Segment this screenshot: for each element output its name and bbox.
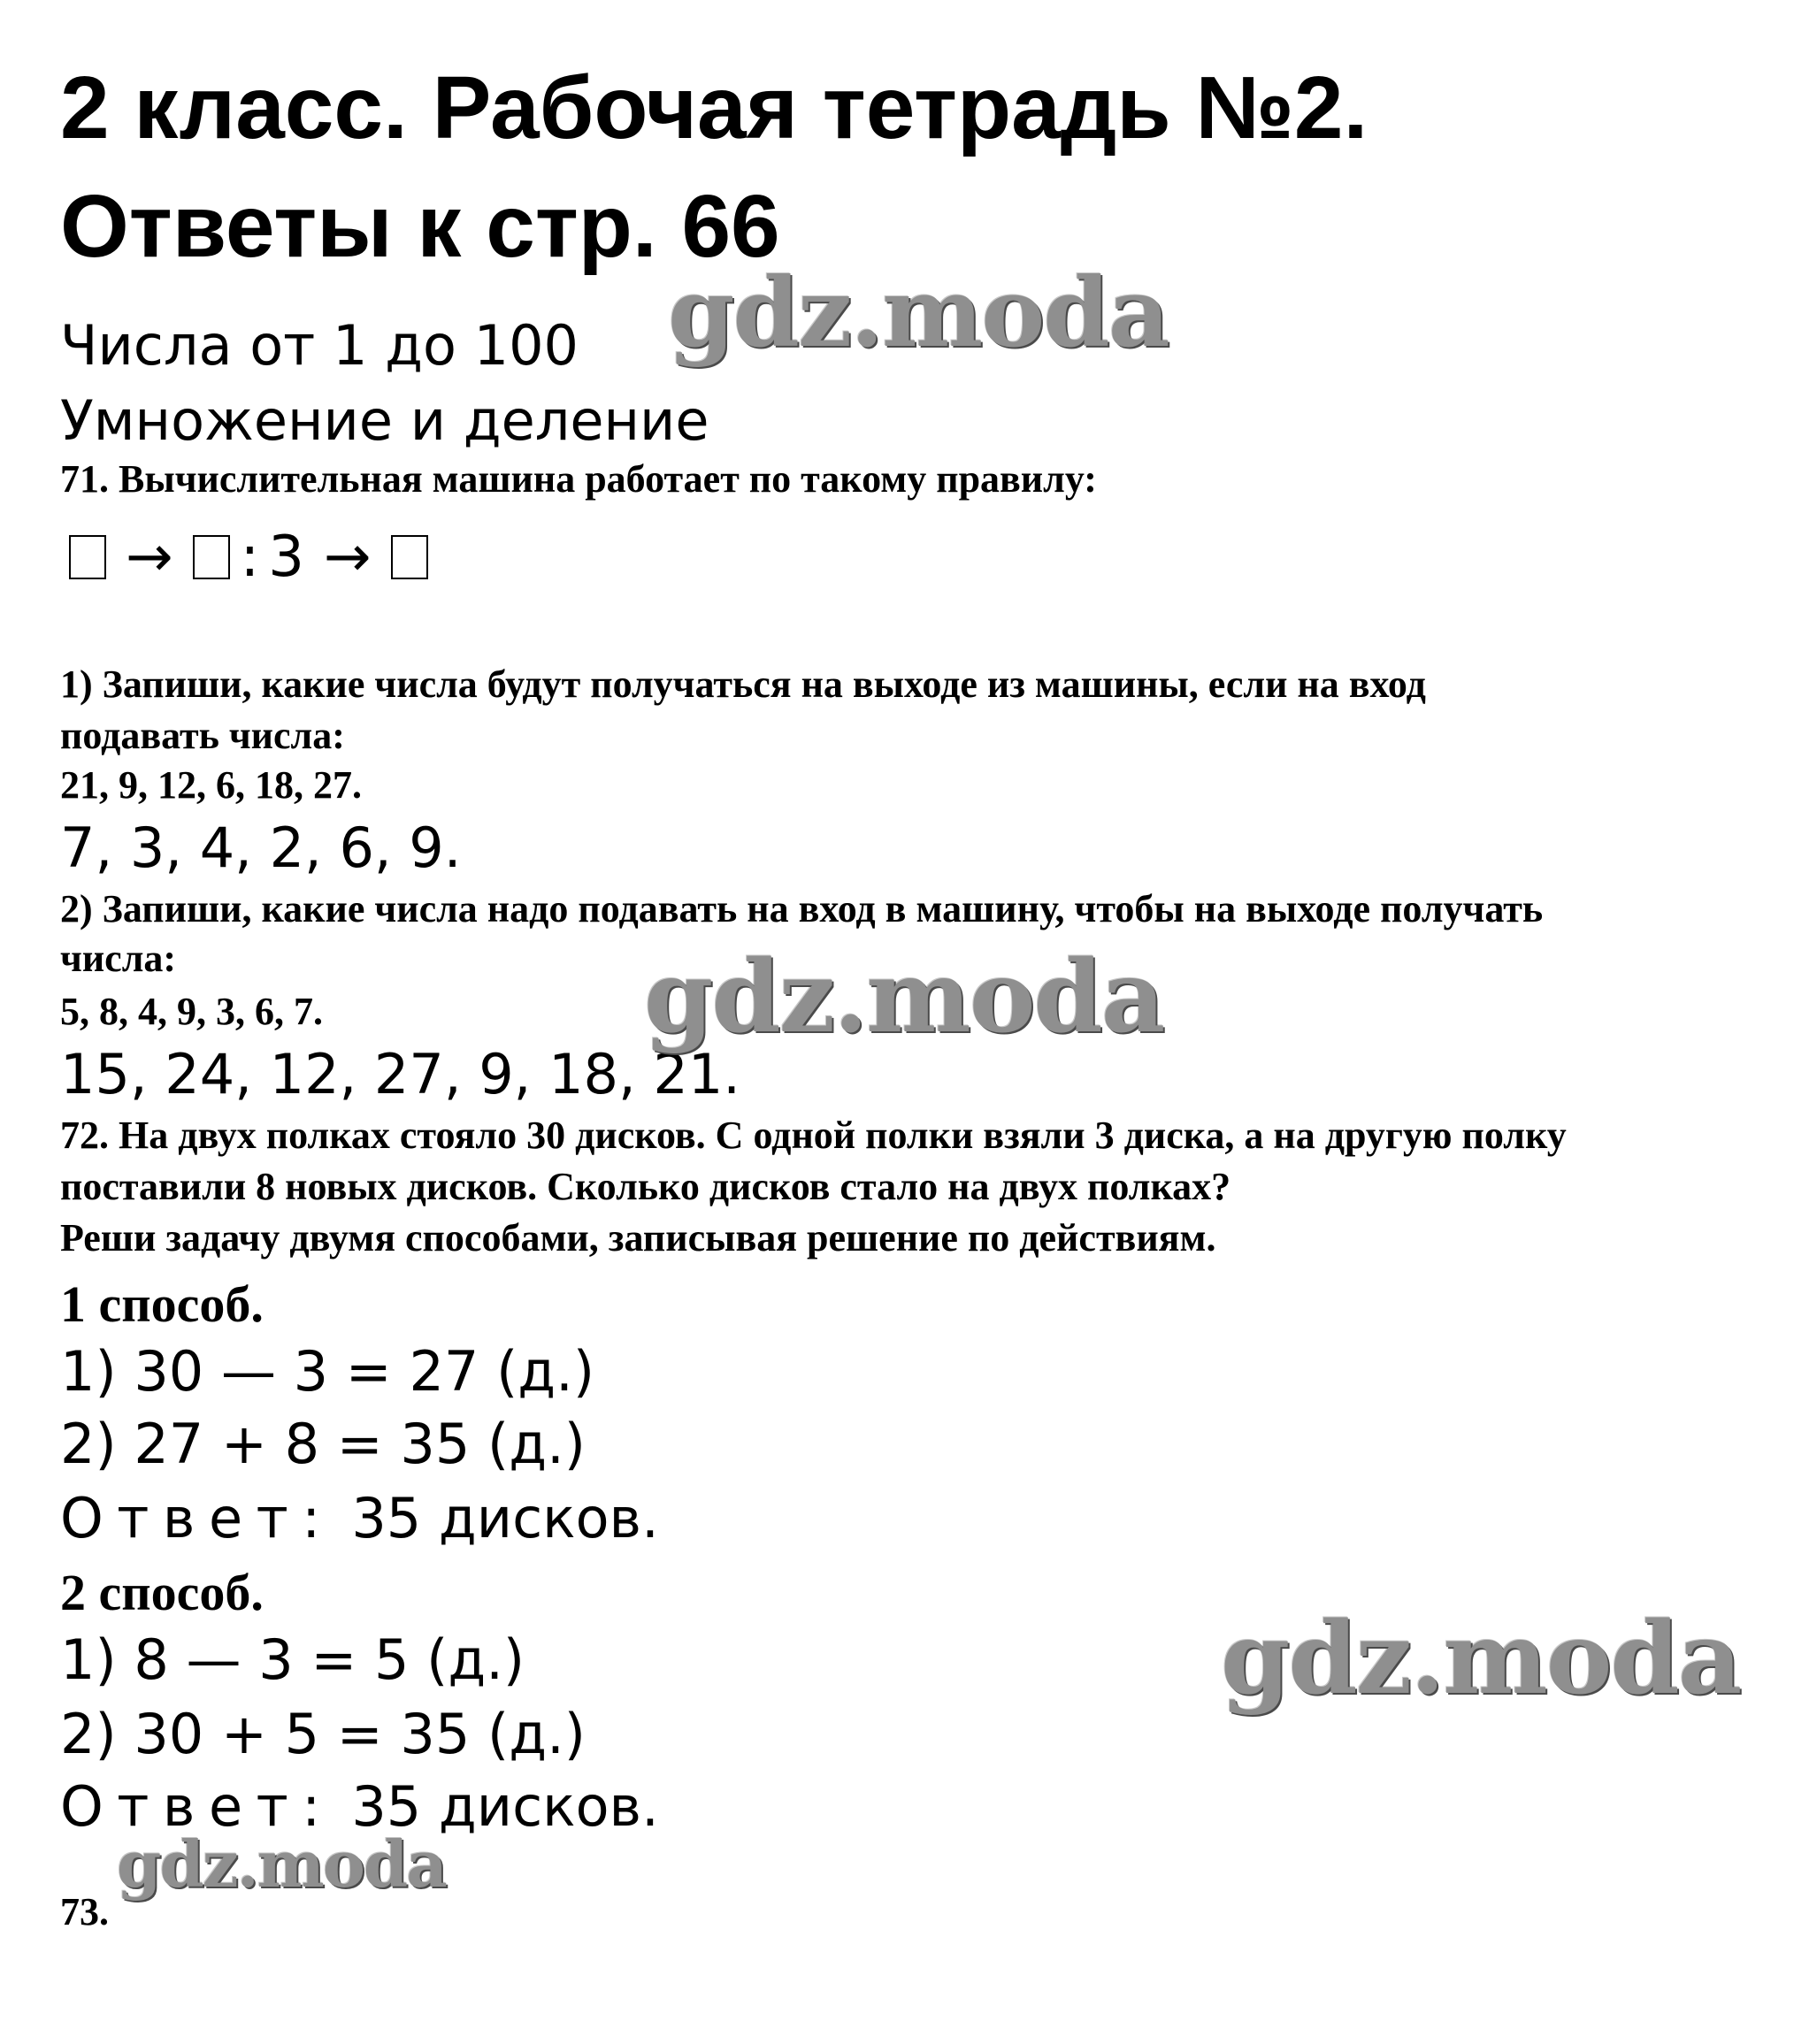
answer-word: Ответ: bbox=[60, 1486, 334, 1550]
method-2-label: 2 способ. bbox=[60, 1564, 264, 1621]
answer-word: Ответ: bbox=[60, 1774, 334, 1839]
output-box bbox=[391, 535, 428, 579]
divisor: 3 bbox=[268, 524, 304, 590]
answer-value: 35 дисков. bbox=[334, 1774, 659, 1839]
section-subtitle: Умножение и деление bbox=[60, 388, 709, 453]
task-72-line-1: 72. На двух полках стояло 30 дисков. С одной полки взяли 3 диска, а на другую полку bbox=[60, 1114, 1567, 1157]
page-title-line-1: 2 класс. Рабочая тетрадь №2. bbox=[60, 58, 1368, 157]
method-2-step-2: 2) 30 + 5 = 35 (д.) bbox=[60, 1702, 586, 1766]
task-71-statement: 71. Вычислительная машина работает по такому правилу: bbox=[60, 457, 1097, 501]
task-71-part-2-line-2: числа: bbox=[60, 937, 177, 980]
operation-box bbox=[193, 535, 230, 579]
task-71-part-2-answer: 15, 24, 12, 27, 9, 18, 21. bbox=[60, 1042, 741, 1106]
task-72-line-2: поставили 8 новых дисков. Сколько дисков стало на двух полках? bbox=[60, 1165, 1231, 1208]
method-1-answer bbox=[60, 1486, 659, 1550]
section-title: Числа от 1 до 100 bbox=[60, 313, 579, 378]
method-1-step-1: 1) 30 — 3 = 27 (д.) bbox=[60, 1339, 595, 1404]
task-71-part-1-numbers: 21, 9, 12, 6, 18, 27. bbox=[60, 763, 362, 807]
division-sign: : bbox=[240, 524, 260, 590]
task-71-part-1-line-1: 1) Запиши, какие числа будут получаться на выходе из машины, если на вход bbox=[60, 662, 1426, 706]
task-71-part-1-line-2: подавать числа: bbox=[60, 714, 345, 757]
watermark-logo: gdz.moda bbox=[668, 257, 1169, 369]
task-71-part-1-answer: 7, 3, 4, 2, 6, 9. bbox=[60, 815, 462, 880]
task-71-part-2-line-1: 2) Запиши, какие числа надо подавать на вход в машину, чтобы на выходе получать bbox=[60, 887, 1544, 930]
arrow-icon: → bbox=[126, 524, 173, 590]
method-1-step-2: 2) 27 + 8 = 35 (д.) bbox=[60, 1412, 586, 1476]
watermark-logo: gdz.moda bbox=[644, 939, 1164, 1055]
computing-machine-diagram bbox=[69, 524, 428, 590]
method-1-label: 1 способ. bbox=[60, 1275, 264, 1333]
task-71-part-2-numbers: 5, 8, 4, 9, 3, 6, 7. bbox=[60, 990, 323, 1033]
arrow-icon: → bbox=[323, 524, 372, 590]
watermark-logo: gdz.moda bbox=[117, 1826, 446, 1902]
task-72-line-3: Реши задачу двумя способами, записывая решение по действиям. bbox=[60, 1216, 1216, 1259]
page-title-line-2: Ответы к стр. 66 bbox=[60, 177, 780, 276]
input-box bbox=[69, 535, 106, 579]
answer-value: 35 дисков. bbox=[334, 1486, 659, 1550]
watermark-logo: gdz.moda bbox=[1221, 1601, 1741, 1717]
method-2-step-1: 1) 8 — 3 = 5 (д.) bbox=[60, 1627, 525, 1692]
task-73-label: 73. bbox=[60, 1890, 109, 1933]
